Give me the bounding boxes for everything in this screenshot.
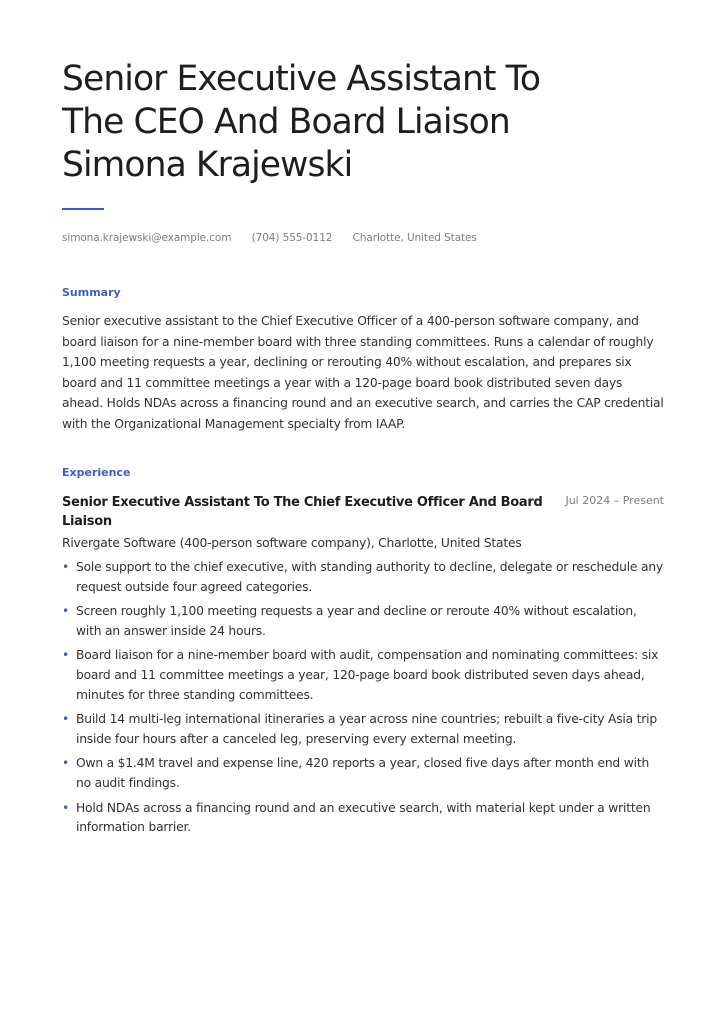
job-company: Rivergate Software (400-person software company), Charlotte, United States bbox=[62, 536, 522, 550]
summary-heading: Summary bbox=[62, 286, 121, 299]
contact-line bbox=[62, 232, 664, 244]
bullet-text: Screen roughly 1,100 meeting requests a year and decline or reroute 40% without escalation, with an answer inside 24 hours. bbox=[76, 604, 637, 638]
list-item bbox=[62, 646, 664, 705]
experience-entry bbox=[62, 493, 664, 838]
job-title: Senior Executive Assistant To The Chief Executive Officer And Board Liaison bbox=[62, 495, 543, 529]
title-line-1: Senior Executive Assistant To bbox=[62, 59, 541, 99]
job-header bbox=[62, 493, 664, 531]
bullet-icon: • bbox=[62, 800, 70, 815]
contact-phone[interactable]: (704) 555-0112 bbox=[251, 232, 333, 244]
page-title bbox=[62, 58, 664, 187]
bullet-icon: • bbox=[62, 712, 70, 727]
list-item bbox=[62, 799, 664, 838]
bullet-icon: • bbox=[62, 560, 70, 574]
bullet-text: Board liaison for a nine-member board with audit, compensation and nominating committees: six board and 11 committee meetings a year, 120-page board book distributed seven days ahead, minutes for three standing committees. bbox=[76, 648, 659, 702]
bullet-icon: • bbox=[62, 648, 70, 663]
contact-email[interactable]: simona.krajewski@example.com bbox=[62, 232, 232, 244]
candidate-name: Simona Krajewski bbox=[62, 145, 353, 185]
bullet-text: Sole support to the chief executive, with standing authority to decline, delegate or reschedule any request outside four agreed categories. bbox=[76, 560, 664, 594]
list-item bbox=[62, 710, 664, 749]
bullet-text: Hold NDAs across a financing round and an executive search, with material kept under a written information barrier. bbox=[76, 800, 651, 835]
bullet-text: Build 14 multi-leg international itineraries a year across nine countries; rebuilt a five-city Asia trip inside four hours after a canceled leg, preserving every external meeting. bbox=[76, 712, 657, 746]
list-item bbox=[62, 754, 664, 793]
bullet-icon: • bbox=[62, 756, 70, 771]
title-line-2: The CEO And Board Liaison bbox=[62, 102, 510, 142]
summary-text: Senior executive assistant to the Chief Executive Officer of a 400-person software company, and board liaison for a nine-member board with three standing committees. Runs a calendar of roughly 1,100 meeting requests a year, declining or rerouting 40% without escalation, and prepares six board and 11 committee meetings a year with a 120-page board book distributed seven days ahead. Holds NDAs across a financing round and an executive search, and carries the CAP credential with the Organizational Management specialty from IAAP. bbox=[62, 314, 664, 431]
list-item bbox=[62, 558, 664, 597]
bullet-icon: • bbox=[62, 604, 70, 619]
contact-location: Charlotte, United States bbox=[352, 232, 477, 244]
accent-divider bbox=[62, 208, 104, 210]
experience-heading: Experience bbox=[62, 466, 131, 479]
job-dates: Jul 2024 – Present bbox=[565, 494, 664, 507]
list-item bbox=[62, 602, 664, 641]
resume-page bbox=[62, 58, 664, 843]
job-bullets bbox=[62, 558, 664, 838]
bullet-text: Own a $1.4M travel and expense line, 420 reports a year, closed five days after month end with no audit findings. bbox=[76, 756, 650, 790]
